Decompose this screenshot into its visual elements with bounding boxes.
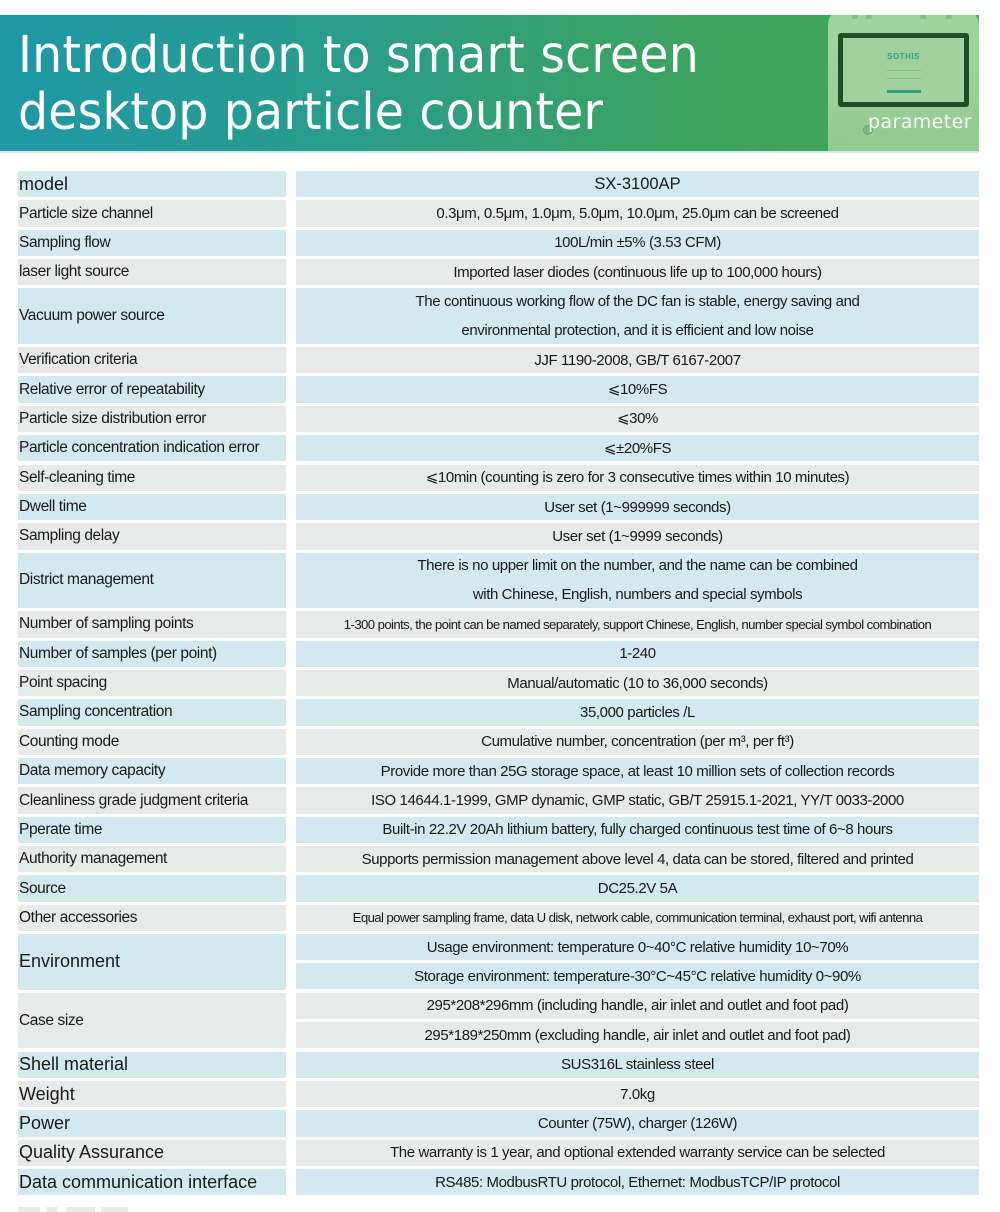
- spec-row: [18, 993, 979, 1049]
- spec-row: [18, 200, 979, 226]
- page-title-line-1: Introduction to smart screen: [18, 26, 700, 85]
- spec-row: [18, 259, 979, 285]
- page-title-line-2: desktop particle counter: [18, 83, 604, 142]
- spec-value: [296, 905, 979, 931]
- spec-value-line: 35,000 particles /L: [580, 703, 695, 721]
- spec-value: [296, 230, 979, 256]
- spec-label: model: [18, 171, 286, 197]
- spec-row: [18, 347, 979, 373]
- spec-value-line: 7.0kg: [620, 1085, 655, 1103]
- spec-row: [18, 171, 979, 197]
- spec-value: [296, 1169, 979, 1195]
- spec-value: [296, 1140, 979, 1166]
- device-top-ports: [848, 15, 958, 19]
- spec-value-line: ⩽10min (counting is zero for 3 consecutive times within 10 minutes): [425, 469, 850, 487]
- spec-value: [296, 406, 979, 432]
- spec-value: [296, 1110, 979, 1136]
- spec-row: [18, 553, 979, 609]
- spec-value: [296, 200, 979, 226]
- spec-label: laser light source: [18, 259, 286, 285]
- spec-value: [296, 729, 979, 755]
- spec-label: Dwell time: [18, 494, 286, 520]
- device-screen-field: [887, 78, 921, 79]
- spec-row: [18, 288, 979, 344]
- spec-value-line: Imported laser diodes (continuous life up to 100,000 hours): [453, 263, 822, 281]
- spec-label: Weight: [18, 1081, 286, 1107]
- spec-row: [18, 670, 979, 696]
- spec-label: Self-cleaning time: [18, 465, 286, 491]
- spec-label: Number of samples (per point): [18, 641, 286, 667]
- spec-row: [18, 230, 979, 256]
- spec-label: Data memory capacity: [18, 758, 286, 784]
- spec-value-line: 100L/min ±5% (3.53 CFM): [554, 234, 721, 252]
- spec-value: [296, 817, 979, 843]
- spec-label: District management: [18, 553, 286, 609]
- spec-row: [18, 611, 979, 637]
- spec-label: Counting mode: [18, 729, 286, 755]
- spec-value-line: RS485: ModbusRTU protocol, Ethernet: ModbusTCP/IP protocol: [435, 1173, 840, 1191]
- spec-value-line: environmental protection, and it is efficient and low noise: [461, 322, 814, 340]
- section-label: parameter: [868, 111, 972, 133]
- spec-value: [296, 670, 979, 696]
- device-screen-button: [887, 90, 921, 93]
- spec-value-line: 295*189*250mm (excluding handle, air inlet and outlet and foot pad): [296, 1022, 979, 1048]
- spec-row: [18, 787, 979, 813]
- spec-value-line: Provide more than 25G storage space, at least 10 million sets of collection records: [380, 762, 895, 780]
- spec-label: Power: [18, 1110, 286, 1136]
- spec-label: Particle size distribution error: [18, 406, 286, 432]
- spec-value-line: SX-3100AP: [594, 174, 681, 193]
- spec-label: Number of sampling points: [18, 611, 286, 637]
- spec-label: Vacuum power source: [18, 288, 286, 344]
- spec-label: Data communication interface: [18, 1169, 286, 1195]
- spec-value-line: The continuous working flow of the DC fan is stable, energy saving and: [415, 293, 860, 311]
- spec-value-line: The warranty is 1 year, and optional extended warranty service can be selected: [390, 1144, 885, 1162]
- spec-value-line: ⩽30%: [617, 410, 658, 428]
- particle-counter-device-image: [828, 15, 979, 153]
- spec-label: Quality Assurance: [18, 1140, 286, 1166]
- spec-row: [18, 758, 979, 784]
- spec-label: Environment: [18, 934, 286, 990]
- device-screen: [843, 38, 964, 102]
- spec-value-line: SUS316L stainless steel: [561, 1056, 714, 1074]
- spec-label: Other accessories: [18, 905, 286, 931]
- device-logo: SOTHIS: [887, 52, 920, 61]
- spec-value: [296, 875, 979, 901]
- spec-row: [18, 846, 979, 872]
- spec-value-line: Cumulative number, concentration (per m³, per ft³): [481, 733, 794, 751]
- spec-label: Relative error of repeatability: [18, 376, 286, 402]
- spec-row: [18, 1052, 979, 1078]
- spec-value: [296, 758, 979, 784]
- spec-row: [18, 905, 979, 931]
- spec-value: [296, 553, 979, 609]
- spec-value-line: ISO 14644.1-1999, GMP dynamic, GMP static, GB/T 25915.1-2021, YY/T 0033-2000: [371, 792, 904, 810]
- device-screen-bezel: [838, 33, 969, 107]
- spec-row: [18, 817, 979, 843]
- spec-label: Sampling flow: [18, 230, 286, 256]
- spec-label: Sampling delay: [18, 523, 286, 549]
- spec-value: [296, 347, 979, 373]
- spec-value: [296, 435, 979, 461]
- page-title: [18, 27, 699, 141]
- spec-value: [296, 465, 979, 491]
- spec-row: [18, 1110, 979, 1136]
- spec-value: [296, 787, 979, 813]
- spec-value-line: Storage environment: temperature-30°C~45°C relative humidity 0~90%: [296, 963, 979, 989]
- spec-value-line: There is no upper limit on the number, and the name can be combined: [417, 557, 858, 575]
- header-banner: [0, 15, 979, 153]
- spec-row: [18, 465, 979, 491]
- spec-row: [18, 376, 979, 402]
- spec-value-line: ⩽±20%FS: [603, 439, 672, 457]
- spec-row: [18, 934, 979, 990]
- cutoff-text-fragment: [18, 1207, 128, 1212]
- spec-value-line: Manual/automatic (10 to 36,000 seconds): [507, 674, 768, 692]
- spec-value-line: Equal power sampling frame, data U disk, network cable, communication terminal, exhaust port, wifi antenna: [352, 910, 923, 926]
- spec-label: Authority management: [18, 846, 286, 872]
- spec-value: [296, 288, 979, 344]
- spec-label: Shell material: [18, 1052, 286, 1078]
- spec-row: [18, 494, 979, 520]
- spec-value: [296, 699, 979, 725]
- spec-label: Particle size channel: [18, 200, 286, 226]
- spec-label: Point spacing: [18, 670, 286, 696]
- spec-value: [296, 259, 979, 285]
- spec-row: [18, 1081, 979, 1107]
- spec-value: [296, 523, 979, 549]
- spec-label: Case size: [18, 993, 286, 1049]
- spec-value-line: with Chinese, English, numbers and special symbols: [472, 586, 803, 604]
- spec-row: [18, 523, 979, 549]
- spec-label: Pperate time: [18, 817, 286, 843]
- spec-value-line: DC25.2V 5A: [597, 880, 678, 898]
- spec-label: Sampling concentration: [18, 699, 286, 725]
- spec-value-line: JJF 1190-2008, GB/T 6167-2007: [534, 351, 741, 369]
- spec-value-line: 295*208*296mm (including handle, air inlet and outlet and foot pad): [296, 993, 979, 1019]
- spec-row: [18, 875, 979, 901]
- spec-value-line: User set (1~999999 seconds): [544, 498, 731, 516]
- spec-value-line: Usage environment: temperature 0~40°C relative humidity 10~70%: [296, 934, 979, 960]
- spec-label: Cleanliness grade judgment criteria: [18, 787, 286, 813]
- spec-value-line: Built-in 22.2V 20Ah lithium battery, fully charged continuous test time of 6~8 hours: [382, 821, 893, 839]
- spec-value-line: 1-240: [619, 645, 656, 663]
- spec-value: [296, 494, 979, 520]
- spec-label: Particle concentration indication error: [18, 435, 286, 461]
- spec-value: [296, 934, 979, 990]
- spec-label: Verification criteria: [18, 347, 286, 373]
- spec-row: [18, 729, 979, 755]
- spec-value: [296, 1052, 979, 1078]
- spec-value-line: Counter (75W), charger (126W): [537, 1114, 738, 1132]
- spec-row: [18, 406, 979, 432]
- spec-value: [296, 376, 979, 402]
- device-screen-field: [887, 70, 921, 71]
- spec-value: [296, 993, 979, 1049]
- spec-value: [296, 171, 979, 197]
- spec-value: [296, 1081, 979, 1107]
- spec-value-line: User set (1~9999 seconds): [552, 527, 723, 545]
- spec-value-line: ⩽10%FS: [607, 381, 668, 399]
- spec-row: [18, 699, 979, 725]
- spec-row: [18, 1169, 979, 1195]
- spec-value-line: 1-300 points, the point can be named separately, support Chinese, English, number special symbol combination: [343, 616, 932, 632]
- spec-value: [296, 846, 979, 872]
- spec-row: [18, 1140, 979, 1166]
- spec-value-line: Supports permission management above level 4, data can be stored, filtered and printed: [361, 850, 914, 868]
- spec-value-line: 0.3μm, 0.5μm, 1.0μm, 5.0μm, 10.0μm, 25.0μm can be screened: [436, 205, 839, 223]
- spec-label: Source: [18, 875, 286, 901]
- spec-row: [18, 435, 979, 461]
- spec-value: [296, 641, 979, 667]
- spec-value: [296, 611, 979, 637]
- spec-row: [18, 641, 979, 667]
